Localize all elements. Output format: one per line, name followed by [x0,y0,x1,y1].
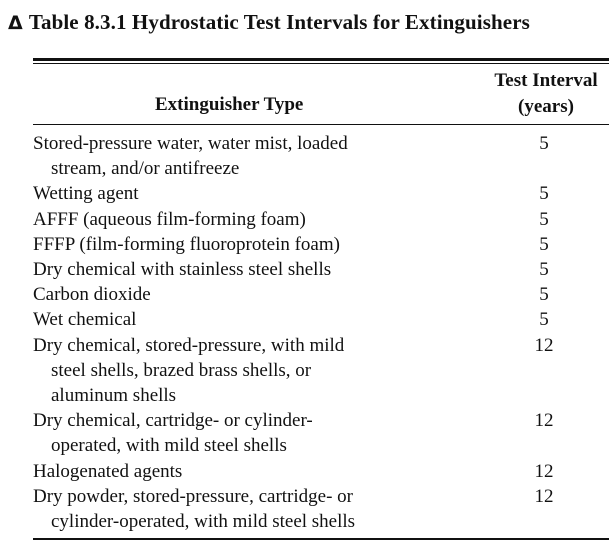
extinguisher-type-line: Dry powder, stored-pressure, cartridge- or [33,485,354,507]
extinguisher-type-cell [33,207,463,232]
column-header-interval-line1: Test Interval [494,70,598,91]
table-bottom-rule [33,538,609,540]
test-interval-cell: 5 [539,208,549,230]
header-divider-rule [33,124,609,125]
extinguisher-type-cell [33,131,463,181]
column-header-interval [476,68,609,120]
test-interval-cell: 5 [539,233,549,255]
extinguisher-type-cell [33,307,463,332]
extinguisher-type-line: AFFF (aqueous film-forming foam) [33,208,306,230]
extinguisher-type-line: Dry chemical, stored-pressure, with mild [33,334,345,356]
test-interval-cell: 5 [539,259,549,281]
extinguisher-type-line: Halogenated agents [33,460,183,482]
extinguisher-type-cell [33,333,463,409]
table-row [33,484,609,534]
extinguisher-type-line: aluminum shells [51,385,177,407]
table-row [33,131,609,181]
test-interval-cell: 12 [534,410,554,432]
test-interval-cell: 5 [539,284,549,306]
extinguisher-type-line: stream, and/or antifreeze [51,158,240,180]
test-interval-cell: 5 [539,309,549,331]
table-row [33,257,609,282]
table-row [33,333,609,409]
test-interval-cell: 12 [534,334,554,356]
table-row [33,232,609,257]
table-body [33,131,609,534]
extinguisher-type-cell [33,257,463,282]
table-row [33,408,609,458]
table-row [33,459,609,484]
extinguisher-type-cell [33,282,463,307]
extinguisher-type-line: Stored-pressure water, water mist, loaded [33,133,348,154]
extinguisher-type-line: steel shells, brazed brass shells, or [51,359,312,381]
column-header-interval-line2: (years) [518,96,574,117]
extinguisher-type-line: Carbon dioxide [33,284,151,306]
extinguisher-type-cell [33,232,463,257]
extinguisher-type-cell [33,408,463,458]
extinguisher-type-cell [33,484,463,534]
extinguisher-type-cell [33,459,463,484]
table-row [33,282,609,307]
extinguisher-type-line: Wet chemical [33,309,137,331]
revision-delta-icon: Δ [8,12,23,34]
extinguisher-type-cell [33,181,463,206]
table-title [8,10,530,35]
table-top-rule-thin [33,63,609,64]
extinguisher-type-line: FFFP (film-forming fluoroprotein foam) [33,233,340,255]
test-interval-cell: 5 [539,183,549,205]
test-interval-cell: 5 [539,133,549,154]
extinguisher-type-line: cylinder-operated, with mild steel shells [51,511,356,533]
extinguisher-type-line: Dry chemical, cartridge- or cylinder- [33,410,313,432]
table-top-rule [33,58,609,61]
extinguisher-type-line: Wetting agent [33,183,139,205]
table-title-text: Table 8.3.1 Hydrostatic Test Intervals for Extinguishers [28,10,530,34]
table-row [33,307,609,332]
column-header-type: Extinguisher Type [155,94,304,115]
extinguisher-type-line: operated, with mild steel shells [51,435,287,457]
table-row [33,207,609,232]
table-row [33,181,609,206]
test-interval-cell: 12 [534,460,554,482]
test-interval-cell: 12 [534,485,554,507]
extinguisher-type-line: Dry chemical with stainless steel shells [33,259,332,281]
